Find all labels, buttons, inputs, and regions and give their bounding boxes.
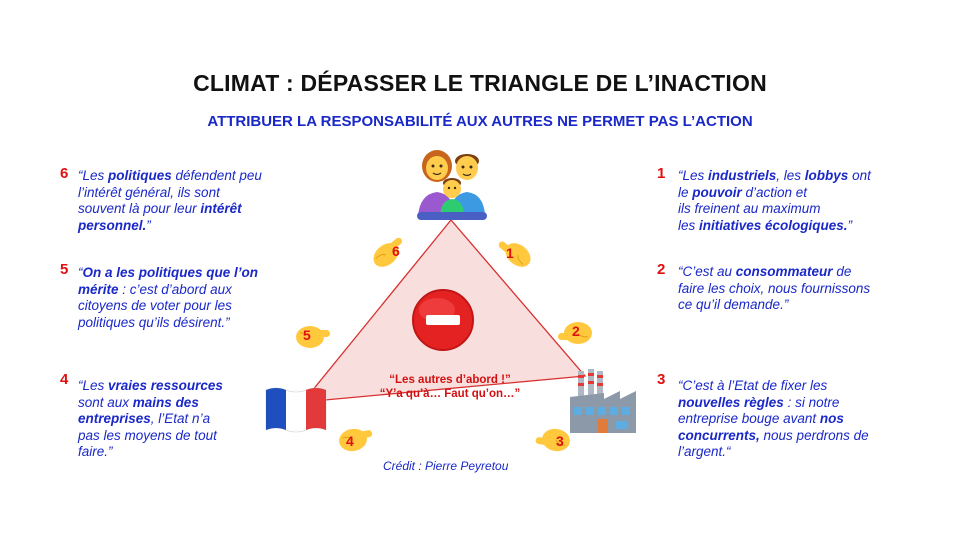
pointing-hand-icon-3 [534,426,571,454]
quote-6 [78,168,298,234]
quote-segment: citoyens de voter pour les [78,298,232,313]
quote-segment: ” [146,217,151,233]
page-title: CLIMAT : DÉPASSER LE TRIANGLE DE L’INACTION [193,70,767,96]
quote-number-5: 5 [60,261,69,278]
quote-segment: politiques qu’ils désirent.” [78,314,230,330]
quote-segment: ils freinent au maximum [678,201,821,216]
pointing-hand-icon-1 [495,233,535,271]
quote-segment: pouvoir [692,184,742,200]
quote-segment: nos [819,411,844,426]
quote-segment: “C’est à l’Etat de fixer les [678,378,828,393]
quote-segment: entreprises [78,411,151,426]
quote-3 [678,378,918,461]
quote-number-6: 6 [60,165,69,182]
hand-number-2: 2 [572,323,580,339]
quote-segment: : si notre [783,394,840,410]
quote-segment: nouvelles règles [678,394,784,410]
quote-segment: “C’est au [678,264,736,279]
quote-4 [78,378,278,461]
quote-number-4: 4 [60,371,69,388]
page-subtitle: ATTRIBUER LA RESPONSABILITÉ AUX AUTRES NE PERMET PAS L’ACTION [207,113,753,130]
quote-segment: entreprise bouge avant [678,411,820,426]
quote-segment: l’intérêt général, ils sont [78,184,220,200]
quote-segment: mérite [78,281,119,297]
quote-segment: industriels [708,168,777,183]
hand-number-6: 6 [392,243,400,259]
quote-2 [678,264,918,314]
quote-segment: nous perdrons de [759,427,869,443]
quote-segment: , l’Etat n’a [150,411,211,426]
quote-segment: pas les moyens de tout [78,427,217,443]
quote-segment: lobbys [804,168,849,183]
quote-segment: défendent peu [171,168,262,183]
quote-segment: personnel. [78,217,147,233]
quote-segment: d’action et [741,184,808,200]
quote-segment: mains des [132,394,199,410]
quote-segment: “Les [78,168,109,183]
quote-segment: ” [847,217,853,233]
quote-segment: l’argent.“ [678,444,731,459]
center-quote-2: “Y’a qu’à… Faut qu’on…” [379,388,521,400]
hand-number-3: 3 [556,433,564,449]
credit-text: Crédit : Pierre Peyretou [383,459,509,473]
quote-segment: le [678,184,693,200]
quote-segment: “Les [78,378,109,393]
quote-segment: de [832,264,852,279]
quote-segment: souvent là pour leur [78,201,201,216]
quote-5 [78,265,298,331]
hand-number-5: 5 [303,327,311,343]
hand-number-1: 1 [506,245,514,261]
quote-segment: concurrents, [678,427,760,443]
quote-segment: ont [848,168,871,183]
quote-segment: : c’est d’abord aux [118,281,232,297]
quote-segment: , les [776,168,805,183]
family-icon [417,150,487,220]
quote-segment: sont aux [78,394,133,410]
quote-1 [678,168,918,234]
quote-segment: “Les [678,168,709,183]
quote-segment: les [678,217,700,233]
quote-segment: intérêt [200,201,242,216]
quote-number-3: 3 [657,371,666,388]
quote-segment: politiques [108,168,172,183]
center-quote-1: “Les autres d’abord !” [389,374,511,386]
factory-icon [570,369,636,433]
quote-segment: faire les choix, nous fournissons [678,280,871,296]
quote-segment: consommateur [735,264,833,279]
quote-segment: initiatives écologiques. [699,217,848,233]
quote-segment: faire.” [78,444,113,459]
pointing-hand-icon-4 [337,426,374,454]
pointing-hand-icon-6 [369,233,409,271]
quote-segment: On a les politiques que l’on [82,265,259,280]
quote-segment: ce qu’il demande.” [678,297,789,312]
quote-segment: “ [78,265,83,280]
quote-number-1: 1 [657,165,666,182]
pointing-hand-icon-5 [296,326,330,348]
no-entry-icon [413,290,473,350]
quote-segment: vraies ressources [108,378,223,393]
hand-number-4: 4 [346,433,354,449]
quote-number-2: 2 [657,261,666,278]
